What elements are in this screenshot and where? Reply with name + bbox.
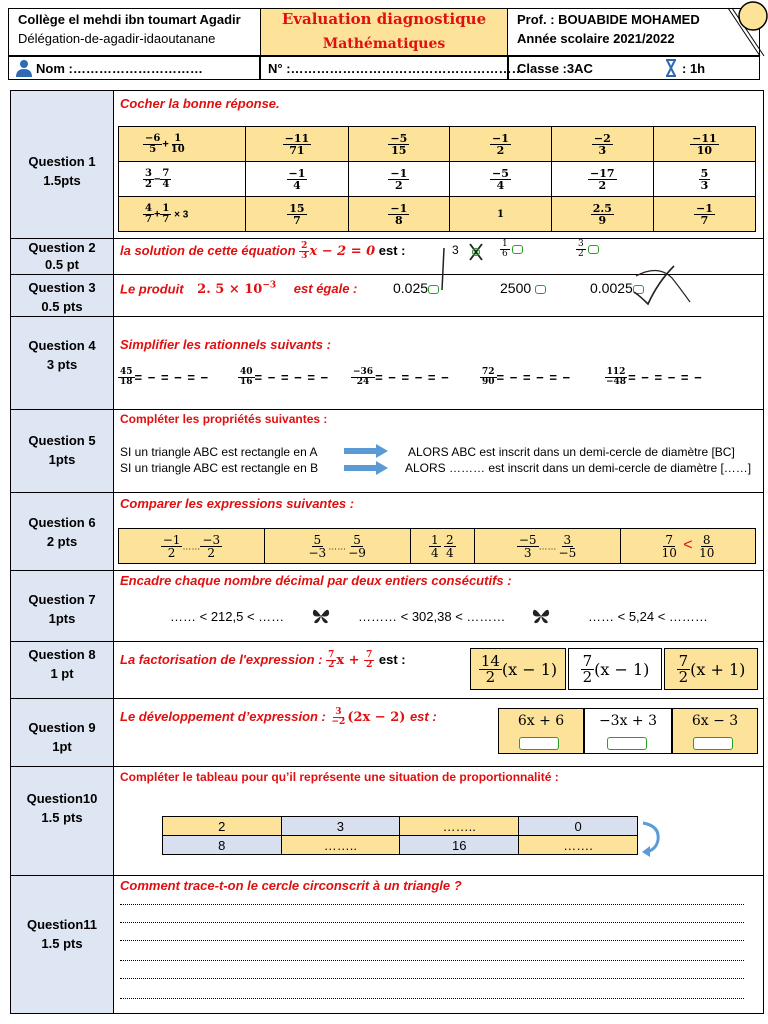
q1-choice-cell[interactable]: $\frac{15}{7}$ xyxy=(246,197,348,232)
q4-fraction-item[interactable]: $\frac{72}{90}$ = − = − = − xyxy=(482,367,572,387)
q2-option-2[interactable]: $\frac{1}{6}$ xyxy=(500,240,523,259)
q3-option-3[interactable]: 0.0025 xyxy=(590,280,644,296)
q3-checkbox-1[interactable] xyxy=(428,285,439,294)
answer-line[interactable] xyxy=(120,940,744,941)
row-sep xyxy=(10,875,764,876)
q1-expression-cell: $\frac{3}{2}$ − $\frac{7}{4}$ xyxy=(119,162,246,197)
q9-option-3[interactable]: 6x − 3 xyxy=(672,708,758,754)
q2-checkbox-3[interactable] xyxy=(588,245,599,254)
q1-answer-table xyxy=(118,126,756,232)
q8-option-1[interactable]: $\frac{14}{2}$ (x − 1) xyxy=(470,648,566,690)
q10-cell: 3 xyxy=(281,817,400,836)
arrow-right-icon xyxy=(344,444,388,458)
q1-choice-cell[interactable]: $\frac{2.5}{9}$ xyxy=(551,197,653,232)
q1-choice-cell[interactable]: $\frac{-1}{4}$ xyxy=(246,162,348,197)
q6-instruction: Comparer les expressions suivantes : xyxy=(120,496,355,511)
q4-fraction-item[interactable]: $\frac{-36}{24}$ = − = − = − xyxy=(353,367,450,387)
q5-line2-conclusion[interactable]: ALORS ……… est inscrit dans un demi-cercle de diamètre [……] xyxy=(405,461,752,475)
q2-checkbox-2[interactable] xyxy=(512,245,523,254)
q6-comparison-cell[interactable]: $\frac{7}{10}$ < $\frac{8}{10}$ xyxy=(620,529,755,564)
q10-cell: 16 xyxy=(400,836,519,855)
q1-row xyxy=(119,162,756,197)
q1-choice-cell[interactable]: $\frac{-1}{2}$ xyxy=(450,127,552,162)
row-sep xyxy=(10,492,764,493)
q5-label: Question 5 1pts xyxy=(28,433,96,467)
delegation: Délégation-de-agadir-idaoutanane xyxy=(18,31,216,46)
q10-cell: 0 xyxy=(519,817,638,836)
school-name: Collège el mehdi ibn toumart Agadir xyxy=(18,12,241,27)
row-sep xyxy=(10,316,764,317)
q1-label: Question 1 1.5pts xyxy=(28,154,96,188)
answer-line[interactable] xyxy=(120,922,744,923)
classe-label: Classe :3AC xyxy=(517,61,593,76)
q3-statement: Le produit 2. $5 \times 10^{-3}$ est égale : xyxy=(120,281,358,298)
q4-fraction-item[interactable]: $\frac{40}{16}$ = − = − = − xyxy=(240,367,330,387)
q5-instruction: Compléter les propriétés suivantes : xyxy=(120,412,328,426)
q9-statement: Le développement d’expression : $\frac{3}{-2}$ (2x − 2) est : xyxy=(120,707,437,727)
q1-row xyxy=(119,127,756,162)
numero-field[interactable]: N° :……………………………………………… xyxy=(268,61,525,76)
answer-line[interactable] xyxy=(120,904,744,905)
row-sep xyxy=(10,238,764,239)
q6-comparison-cell[interactable]: $\frac{-1}{2}$ …… $\frac{-3}{2}$ xyxy=(119,529,265,564)
q10-proportion-table xyxy=(162,816,638,855)
q3-label: Question 3 0.5 pts xyxy=(28,280,96,314)
q9-option-1[interactable]: 6x + 6 xyxy=(498,708,584,754)
q1-expression-cell: $\frac{-6}{5}$ + $\frac{1}{10}$ xyxy=(119,127,246,162)
handwritten-check-mark xyxy=(628,262,694,310)
corner-fold-icon xyxy=(700,0,768,60)
q2-option-1[interactable]: 3 xyxy=(452,243,459,257)
nom-field[interactable]: Nom :………………………… xyxy=(36,61,203,76)
q1-choice-cell[interactable]: $\frac{-11}{10}$ xyxy=(653,127,755,162)
q3-option-2[interactable]: 2500 xyxy=(500,280,546,296)
q1-choice-cell[interactable]: $\frac{-5}{15}$ xyxy=(348,127,450,162)
q7-instruction: Encadre chaque nombre décimal par deux entiers consécutifs : xyxy=(120,573,512,588)
q7-item-1[interactable]: …… < 212,5 < …… xyxy=(170,609,285,624)
q2-statement: la solution de cette équation $\frac{2}{3}$ x − 2 = 0 est : xyxy=(120,241,406,261)
q2-label: Question 2 0.5 pt xyxy=(28,240,96,272)
q1-choice-cell[interactable]: 1 xyxy=(450,197,552,232)
row-sep xyxy=(10,570,764,571)
duree-label: : 1h xyxy=(682,61,706,76)
q10-label: Question10 1.5 pts xyxy=(26,791,98,825)
q5-line2-premise: SI un triangle ABC est rectangle en B xyxy=(120,461,319,475)
q7-item-2[interactable]: ……… < 302,38 < ……… xyxy=(358,609,506,624)
q5-line1-premise: SI un triangle ABC est rectangle en A xyxy=(120,445,318,459)
q2-option-3[interactable]: $\frac{3}{2}$ xyxy=(576,240,599,259)
prof-name: Prof. : BOUABIDE MOHAMED xyxy=(517,12,700,27)
q6-label: Question 6 2 pts xyxy=(28,515,96,549)
q1-choice-cell[interactable]: $\frac{-2}{3}$ xyxy=(551,127,653,162)
q8-statement: La factorisation de l'expression : $\frac{7}{2}$ x + $\frac{7}{2}$ est : xyxy=(120,650,406,670)
q1-choice-cell[interactable]: $\frac{-1}{2}$ xyxy=(348,162,450,197)
q1-instruction: Cocher la bonne réponse. xyxy=(120,96,280,111)
q3-option-1[interactable]: 0.025 xyxy=(393,280,439,296)
q7-item-3[interactable]: …… < 5,24 < ……… xyxy=(588,609,708,624)
q1-choice-cell[interactable]: $\frac{-5}{4}$ xyxy=(450,162,552,197)
curved-arrow-icon xyxy=(640,820,662,858)
q9-answer-box-1[interactable] xyxy=(519,737,559,750)
q10-cell: 8 xyxy=(163,836,282,855)
row-sep xyxy=(10,766,764,767)
q9-answer-box-2[interactable] xyxy=(607,737,647,750)
q1-choice-cell[interactable]: $\frac{-11}{71}$ xyxy=(246,127,348,162)
q9-label: Question 9 1pt xyxy=(28,720,96,754)
answer-line[interactable] xyxy=(120,978,744,979)
q4-fraction-item[interactable]: $\frac{45}{18}$ = − = − = − xyxy=(120,367,210,387)
answer-line[interactable] xyxy=(120,960,744,961)
q6-comparison-cell[interactable]: $\frac{-5}{3}$ …… $\frac{3}{-5}$ xyxy=(475,529,621,564)
butterfly-icon xyxy=(532,608,550,624)
q1-choice-cell[interactable]: $\frac{-17}{2}$ xyxy=(551,162,653,197)
q2-fraction: $\frac{2}{3}$ xyxy=(301,241,308,261)
hourglass-icon xyxy=(664,59,678,77)
q10-instruction: Compléter le tableau pour qu’il représente une situation de proportionnalité : xyxy=(120,770,559,784)
subject-title: Mathématiques xyxy=(322,36,446,52)
eval-title: Evaluation diagnostique xyxy=(281,10,487,28)
q10-cell: 2 xyxy=(163,817,282,836)
q11-instruction: Comment trace-t-on le cercle circonscrit à un triangle ? xyxy=(120,878,462,893)
q8-option-3[interactable]: $\frac{7}{2}$ (x + 1) xyxy=(664,648,758,690)
q6-comparison-cell[interactable]: $\frac{1}{4}$ $\frac{2}{4}$ xyxy=(410,529,475,564)
q8-label: Question 8 1 pt xyxy=(28,647,96,681)
q5-line1-conclusion: ALORS ABC est inscrit dans un demi-cercle de diamètre [BC] xyxy=(408,445,735,459)
row-sep xyxy=(10,641,764,642)
q10-cell[interactable]: ……. xyxy=(519,836,638,855)
person-icon xyxy=(15,59,33,77)
q4-label: Question 4 3 pts xyxy=(28,338,96,372)
butterfly-icon xyxy=(312,608,330,624)
q6-comparison-cell[interactable]: $\frac{5}{-3}$ …… $\frac{5}{-9}$ xyxy=(264,529,410,564)
q8-option-2[interactable]: $\frac{7}{2}$ (x − 1) xyxy=(568,648,662,690)
q4-fraction-list xyxy=(118,368,758,398)
q9-option-2[interactable]: −3x + 3 xyxy=(584,708,672,754)
row-sep xyxy=(10,409,764,410)
q7-label: Question 7 1pts xyxy=(28,592,96,626)
arrow-right-icon xyxy=(344,461,388,475)
q4-instruction: Simplifier les rationnels suivants : xyxy=(120,337,331,352)
q3-checkbox-2[interactable] xyxy=(535,285,546,294)
q1-choice-cell[interactable]: $\frac{-1}{7}$ xyxy=(653,197,755,232)
q1-choice-cell[interactable]: $\frac{-1}{8}$ xyxy=(348,197,450,232)
q1-expression-cell: $\frac{4}{7}$ + $\frac{1}{7}$ × 3 xyxy=(119,197,246,232)
q1-row xyxy=(119,197,756,232)
row-sep xyxy=(10,698,764,699)
q4-fraction-item[interactable]: $\frac{112}{-48}$ = − = − = − xyxy=(606,367,703,387)
q1-choice-cell[interactable]: $\frac{5}{3}$ xyxy=(653,162,755,197)
school-year: Année scolaire 2021/2022 xyxy=(517,31,675,46)
q10-cell[interactable]: …….. xyxy=(281,836,400,855)
q10-cell[interactable]: …….. xyxy=(400,817,519,836)
answer-line[interactable] xyxy=(120,998,744,999)
q11-label: Question11 1.5 pts xyxy=(26,917,98,951)
q6-comparison-table xyxy=(118,528,756,564)
q9-answer-box-3[interactable] xyxy=(693,737,733,750)
